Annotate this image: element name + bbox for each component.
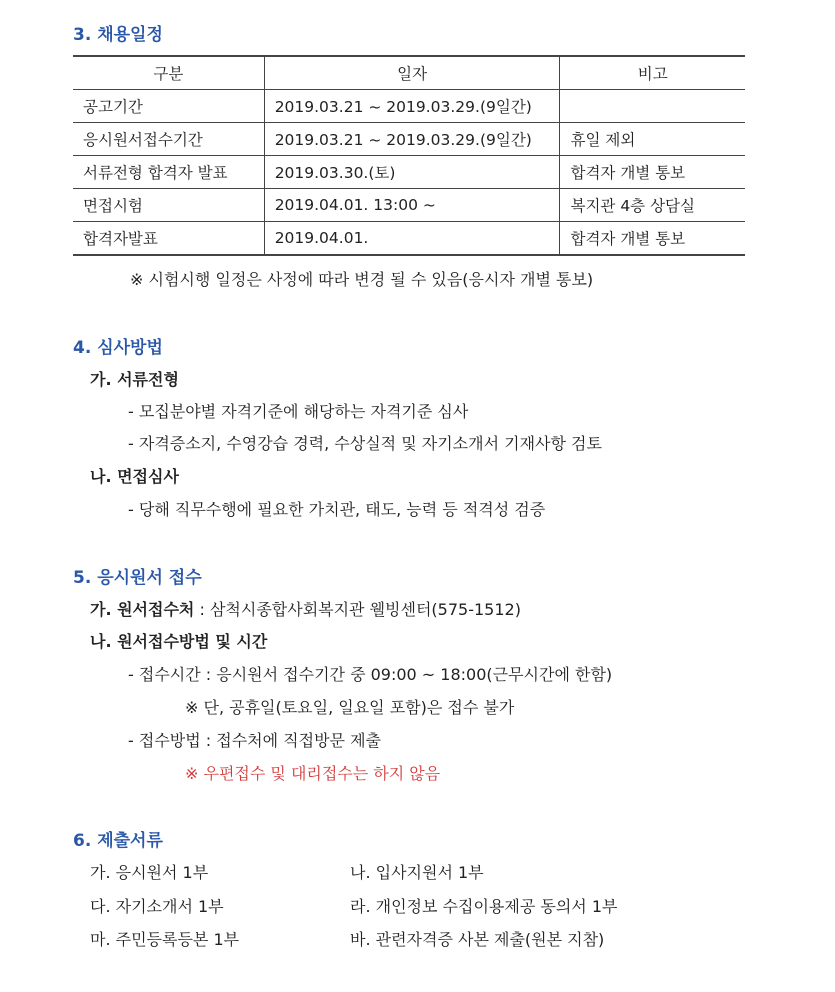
document-list-item: 바. 관련자격증 사본 제출(원본 지참) [350, 930, 605, 949]
column-header: 비고 [560, 56, 745, 90]
column-header: 일자 [264, 56, 560, 90]
section-6-title: 6. 제출서류 [73, 831, 163, 851]
table-header-row [73, 56, 745, 90]
document-screening-item: - 모집분야별 자격기준에 해당하는 자격기준 심사 [128, 402, 469, 421]
table-row [73, 90, 745, 123]
table-row [73, 189, 745, 222]
schedule-table [73, 55, 745, 256]
interview-title: 나. 면접심사 [90, 467, 179, 486]
table-row [73, 222, 745, 256]
application-office-label: 가. 원서접수처 [90, 600, 195, 619]
table-cell [560, 90, 745, 123]
table-cell: 면접시험 [73, 189, 264, 222]
section-4-title: 4. 심사방법 [73, 338, 163, 358]
schedule-note: ※ 시험시행 일정은 사정에 따라 변경 될 수 있음(응시자 개별 통보) [130, 270, 594, 289]
application-method-item: - 접수방법 : 접수처에 직접방문 제출 [128, 731, 381, 750]
document-list-item: 가. 응시원서 1부 [90, 863, 209, 882]
application-office-line [90, 597, 521, 620]
section-3-title: 3. 채용일정 [73, 25, 163, 45]
no-mail-proxy-warning: ※ 우편접수 및 대리접수는 하지 않음 [185, 764, 441, 783]
interview-item: - 당해 직무수행에 필요한 가치관, 태도, 능력 등 적격성 검증 [128, 500, 546, 519]
document-list-item: 다. 자기소개서 1부 [90, 897, 224, 916]
table-cell: 응시원서접수기간 [73, 123, 264, 156]
table-cell: 2019.03.21 ~ 2019.03.29.(9일간) [264, 90, 560, 123]
table-cell: 2019.03.30.(토) [264, 156, 560, 189]
table-cell: 2019.04.01. 13:00 ~ [264, 189, 560, 222]
table-cell: 휴일 제외 [560, 123, 745, 156]
document-list-item: 라. 개인정보 수집이용제공 동의서 1부 [350, 897, 618, 916]
table-cell: 공고기간 [73, 90, 264, 123]
table-cell: 서류전형 합격자 발표 [73, 156, 264, 189]
holiday-note: ※ 단, 공휴일(토요일, 일요일 포함)은 접수 불가 [185, 698, 515, 717]
table-row [73, 156, 745, 189]
table-cell: 합격자 개별 통보 [560, 156, 745, 189]
document-screening-item: - 자격증소지, 수영강습 경력, 수상실적 및 자기소개서 기재사항 검토 [128, 434, 602, 453]
document-list-item: 나. 입사지원서 1부 [350, 863, 484, 882]
document-screening-title: 가. 서류전형 [90, 370, 179, 389]
table-cell: 합격자 개별 통보 [560, 222, 745, 256]
table-cell: 복지관 4층 상담실 [560, 189, 745, 222]
table-cell: 2019.03.21 ~ 2019.03.29.(9일간) [264, 123, 560, 156]
section-5-title: 5. 응시원서 접수 [73, 568, 202, 588]
document-list-item: 마. 주민등록등본 1부 [90, 930, 240, 949]
table-cell: 합격자발표 [73, 222, 264, 256]
application-office-value: : 삼척시종합사회복지관 웰빙센터(575-1512) [194, 600, 521, 619]
table-cell: 2019.04.01. [264, 222, 560, 256]
application-method-title: 나. 원서접수방법 및 시간 [90, 632, 268, 651]
table-row [73, 123, 745, 156]
application-time-item: - 접수시간 : 응시원서 접수기간 중 09:00 ~ 18:00(근무시간에 한함) [128, 665, 613, 684]
column-header: 구분 [73, 56, 264, 90]
